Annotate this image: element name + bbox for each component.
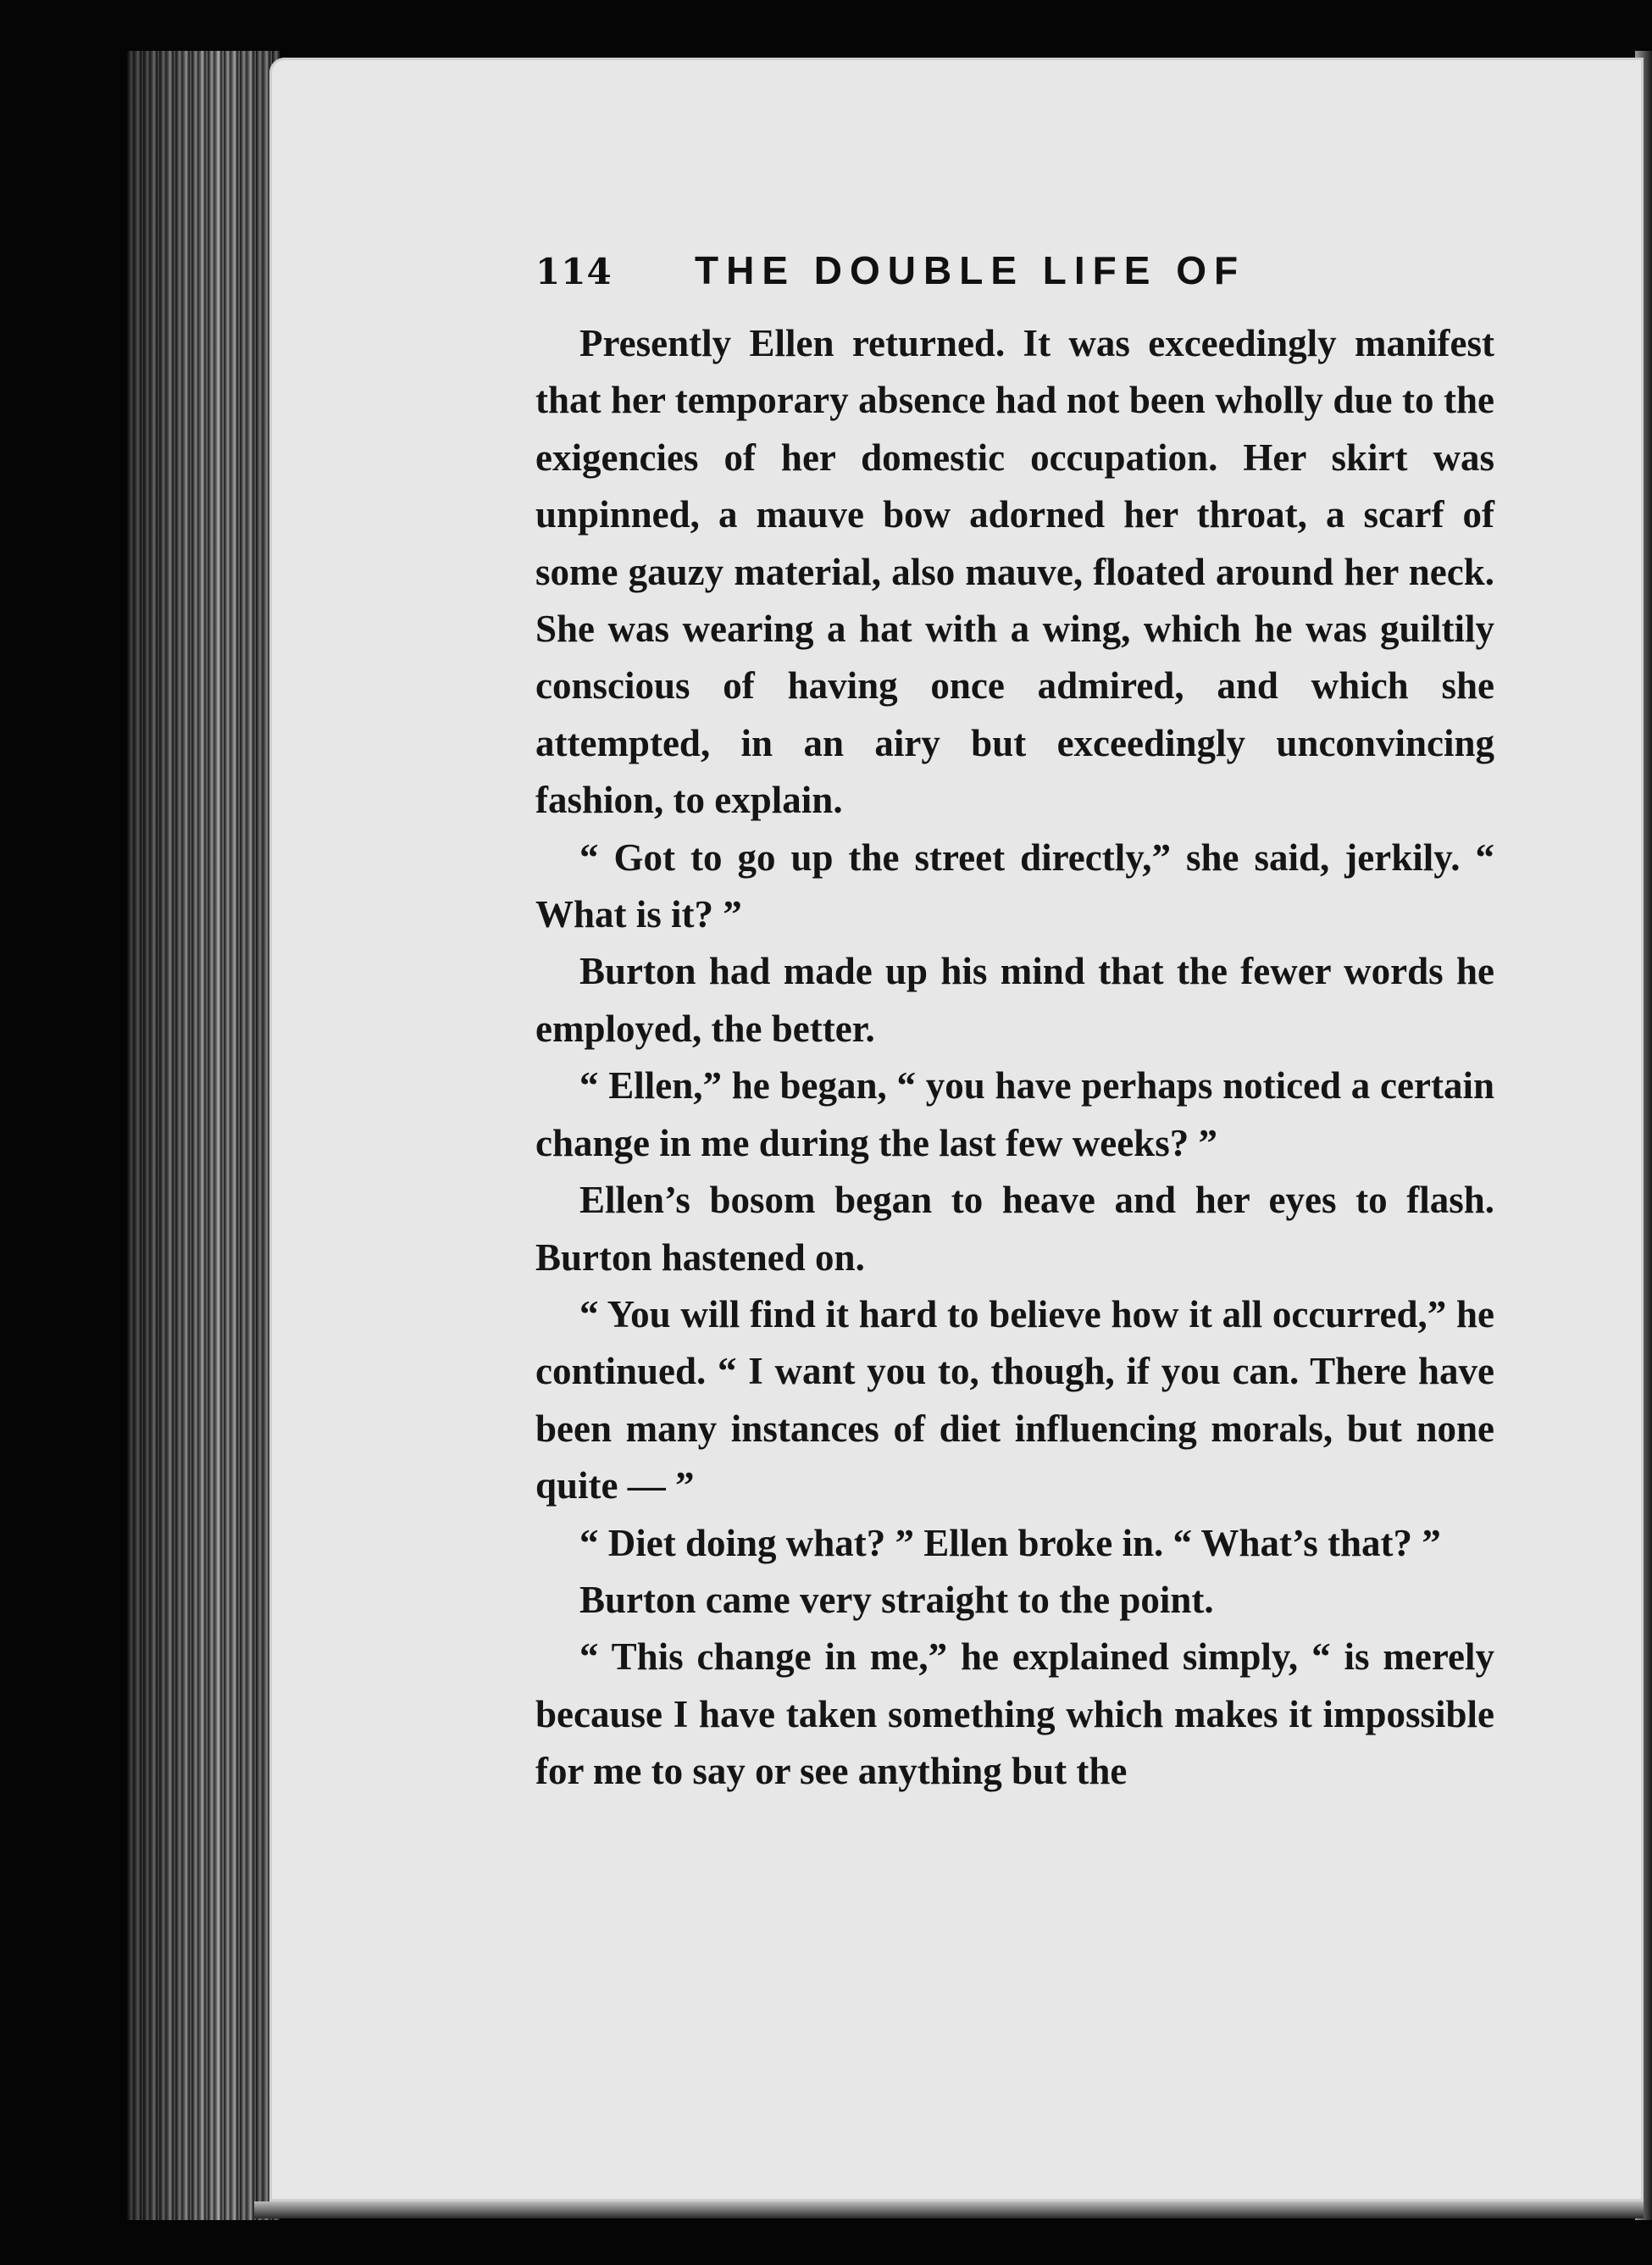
paragraph: Burton came very straight to the point.	[579, 1578, 1214, 1621]
paragraph: “ Got to go up the street directly,” she said, jerkily. “ What is it? ”	[535, 835, 1494, 936]
paragraph: Burton had made up his mind that the fewer words he employed, the better.	[535, 950, 1494, 1050]
page-number: 114	[535, 251, 613, 292]
paragraph: Ellen’s bosom began to heave and her eyes to flash. Burton hastened on.	[535, 1179, 1494, 1279]
paragraph: “ Diet doing what? ” Ellen broke in. “ What’s that? ”	[579, 1521, 1441, 1564]
paragraph: Presently Ellen returned. It was exceedingly manifest that her temporary absence had not been wholly due to the exigencies of her domestic occupation. Her skirt was unpinned, a mauve bow adorned her throat, a scarf of some gauzy material, also mauve, floated around her neck. She was wearing a hat with a wing, which he was guiltily conscious of having once admired, and which she attempted, in an airy but exceedingly unconvincing fashion, to explain.	[535, 322, 1494, 822]
running-title: THE DOUBLE LIFE OF	[695, 248, 1246, 292]
body-text	[535, 315, 1494, 1801]
paragraph: “ This change in me,” he explained simply, “ is merely because I have taken something which makes it impossible for me to say or see anything but the	[535, 1635, 1494, 1793]
paragraph: “ You will find it hard to believe how it all occurred,” he continued. “ I want you to, though, if you can. There have been many instances of diet influencing morals, but none quite — ”	[535, 1292, 1494, 1507]
page-edges	[127, 51, 280, 2220]
paragraph: “ Ellen,” he began, “ you have perhaps noticed a certain change in me during the last few weeks? ”	[535, 1064, 1494, 1164]
running-head	[535, 247, 1501, 307]
page-bottom-edge	[254, 2201, 1644, 2218]
